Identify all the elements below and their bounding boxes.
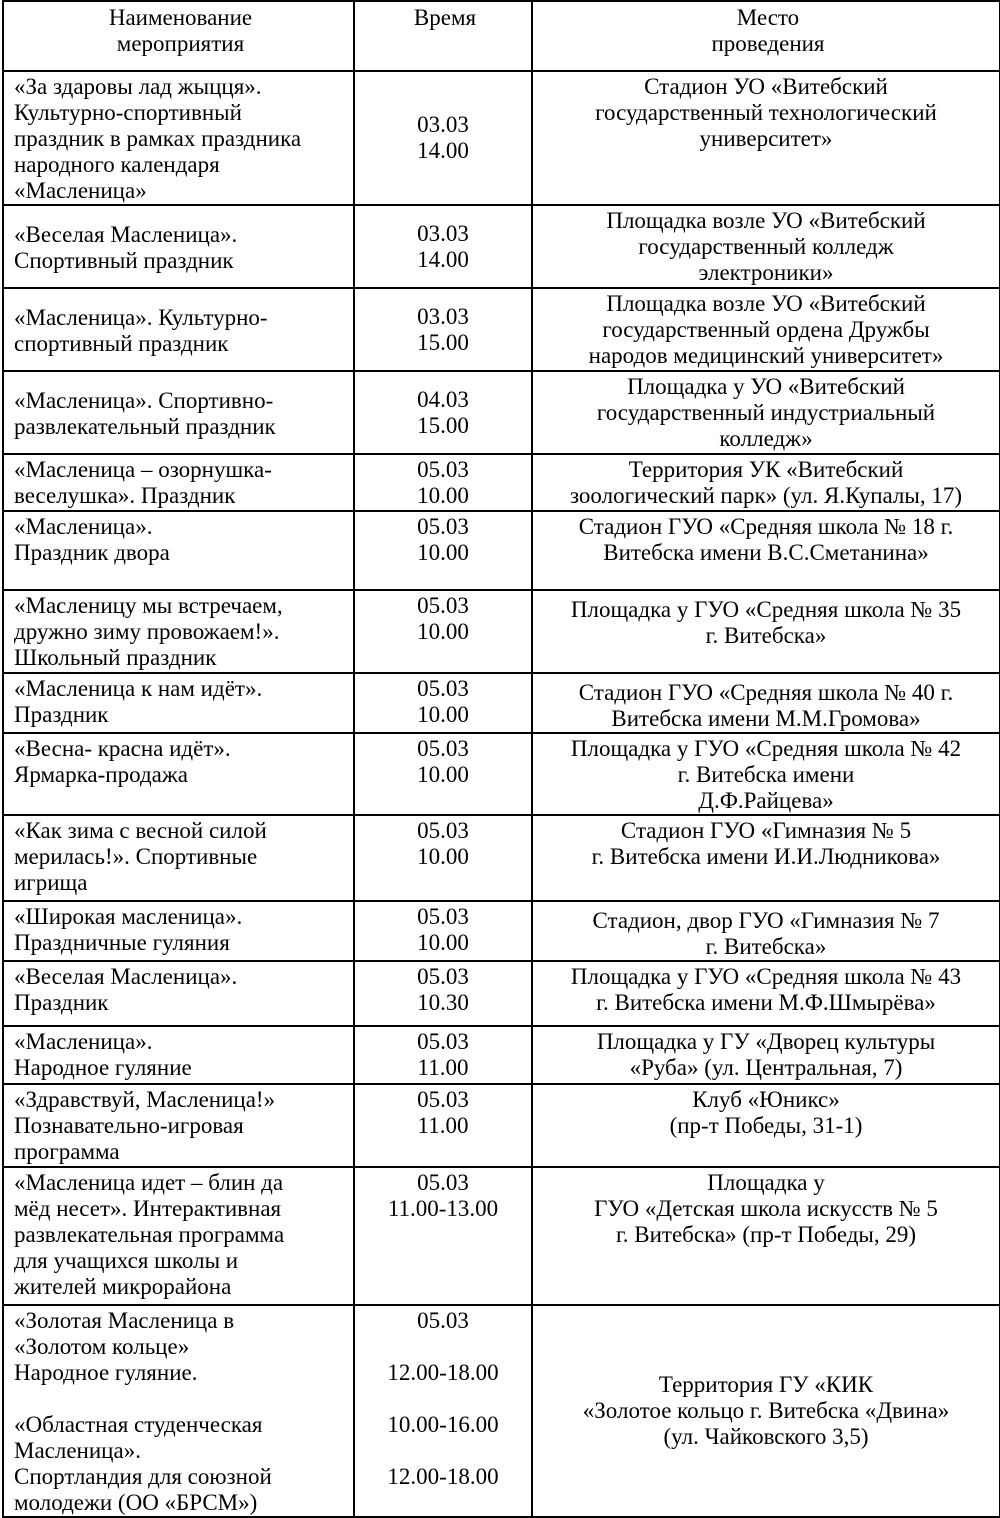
- cell-text-line: молодежи (ОО «БРСМ»): [14, 1490, 258, 1515]
- cell-text-line: 03.03: [417, 303, 469, 329]
- cell-text-line: 11.00: [417, 1055, 469, 1080]
- cell-text-line: «Весна- красна идёт».: [14, 736, 231, 761]
- cell-text-line: г. Витебска имени М.Ф.Шмырёва»: [596, 990, 936, 1015]
- cell-text-line: для учащихся школы и: [14, 1248, 239, 1273]
- cell-text-line: 05.03: [417, 514, 469, 539]
- cell-text-line: Праздник: [14, 702, 109, 727]
- cell-text-line: 05.03: [417, 964, 469, 989]
- cell-text-line: Клуб «Юникс»: [692, 1087, 840, 1112]
- table-row: [3, 511, 1000, 590]
- cell-text-line: 05.03: [417, 818, 469, 843]
- event-time: [354, 1305, 532, 1517]
- event-place: [532, 1305, 1000, 1517]
- cell-text-line: Площадка у ГУО «Средняя школа № 43: [570, 964, 962, 989]
- cell-text-line: Познавательно-игровая: [14, 1113, 244, 1138]
- cell-text-line: Стадион, двор ГУО «Гимназия № 7: [592, 908, 940, 933]
- cell-text-line: университет»: [699, 126, 833, 151]
- cell-text-line: Территория УК «Витебский: [628, 457, 904, 482]
- cell-text-line: г. Витебска»: [705, 934, 827, 959]
- event-name: [3, 901, 354, 961]
- cell-text-line: мёд несет». Интерактивная: [14, 1196, 282, 1221]
- table-row: [3, 673, 1000, 733]
- cell-text-line: Территория ГУ «КИК: [658, 1372, 874, 1397]
- cell-text-line: 15.00: [417, 329, 469, 355]
- cell-text-line: ГУО «Детская школа искусств № 5: [594, 1196, 938, 1221]
- cell-text-line: «За здаровы лад жыцця».: [14, 74, 262, 99]
- cell-text-line: Время: [413, 5, 477, 30]
- cell-text-line: народного календаря: [14, 152, 220, 177]
- events-table: [2, 0, 1000, 1518]
- cell-text-line: веселушка». Праздник: [14, 483, 236, 508]
- cell-text-line: 12.00-18.00: [387, 1464, 499, 1489]
- cell-text-line: праздник в рамках праздника: [14, 126, 302, 151]
- event-time: [354, 961, 532, 1026]
- event-name: [3, 1084, 354, 1167]
- cell-text-line: 05.03: [417, 676, 469, 701]
- cell-text-line: программа: [14, 1139, 120, 1164]
- cell-text-line: «Золотое кольцо г. Витебска «Двина»: [582, 1398, 950, 1423]
- cell-text-line: Витебска имени М.М.Громова»: [611, 706, 921, 731]
- event-place: [532, 673, 1000, 733]
- cell-text-line: «Руба» (ул. Центральная, 7): [629, 1055, 903, 1080]
- cell-text-line: (ул. Чайковского 3,5): [663, 1424, 869, 1449]
- event-place: [532, 733, 1000, 815]
- cell-text-line: спортивный праздник: [14, 330, 229, 356]
- cell-text-line: Площадка возле УО «Витебский: [606, 207, 926, 233]
- cell-text-line: [361, 1386, 525, 1412]
- table-row: [3, 205, 1000, 288]
- event-time: [354, 590, 532, 673]
- event-place: [532, 511, 1000, 590]
- cell-text-line: Масленица».: [14, 1438, 141, 1463]
- cell-text-line: «Масленица идет – блин да: [14, 1170, 284, 1195]
- cell-text-line: электроники»: [698, 259, 834, 285]
- event-name: [3, 1305, 354, 1517]
- cell-text-line: 05.03: [417, 1308, 469, 1333]
- event-name: [3, 673, 354, 733]
- cell-text-line: Площадка возле УО «Витебский: [606, 290, 926, 316]
- cell-text-line: 05.03: [417, 457, 469, 482]
- event-name: [3, 205, 354, 288]
- event-place: [532, 1084, 1000, 1167]
- cell-text-line: 14.00: [417, 138, 469, 163]
- cell-text-line: Стадион ГУО «Средняя школа № 40 г.: [578, 680, 954, 705]
- event-place: [532, 205, 1000, 288]
- cell-text-line: «Веселая Масленица».: [14, 964, 238, 989]
- cell-text-line: «Как зима с весной силой: [14, 818, 267, 843]
- event-time: [354, 511, 532, 590]
- cell-text-line: «Веселая Масленица».: [14, 221, 238, 247]
- cell-text-line: Наименование: [108, 5, 253, 30]
- event-place: [532, 371, 1000, 454]
- event-place: [532, 1026, 1000, 1084]
- cell-text-line: 05.03: [417, 1029, 469, 1054]
- table-row: [3, 371, 1000, 454]
- cell-text-line: [14, 1386, 347, 1412]
- event-time: [354, 1026, 532, 1084]
- table-row: [3, 901, 1000, 961]
- event-name: [3, 454, 354, 511]
- cell-text-line: 05.03: [417, 904, 469, 929]
- cell-text-line: 03.03: [417, 220, 469, 246]
- cell-text-line: 14.00: [417, 246, 469, 272]
- event-name: [3, 71, 354, 205]
- event-time: [354, 371, 532, 454]
- event-place: [532, 454, 1000, 511]
- cell-text-line: «Масленица к нам идёт».: [14, 676, 263, 701]
- cell-text-line: Стадион УО «Витебский: [644, 74, 888, 99]
- cell-text-line: 10.00: [417, 930, 469, 955]
- event-name: [3, 1167, 354, 1305]
- cell-text-line: Школьный праздник: [14, 645, 217, 670]
- cell-text-line: проведения: [711, 31, 825, 56]
- cell-text-line: «Золотая Масленица в: [14, 1308, 235, 1333]
- cell-text-line: «Здравствуй, Масленица!»: [14, 1087, 276, 1112]
- event-name: [3, 733, 354, 815]
- event-place: [532, 901, 1000, 961]
- cell-text-line: г. Витебска» (пр-т Победы, 29): [615, 1222, 917, 1247]
- table-row: [3, 454, 1000, 511]
- table-row: [3, 71, 1000, 205]
- cell-text-line: Праздничные гуляния: [14, 930, 230, 955]
- cell-text-line: государственный ордена Дружбы: [602, 316, 930, 342]
- cell-text-line: 04.03: [417, 386, 469, 412]
- header-row: [3, 1, 1000, 71]
- cell-text-line: 05.03: [417, 593, 469, 618]
- cell-text-line: 11.00: [417, 1113, 469, 1138]
- event-time: [354, 205, 532, 288]
- event-name: [3, 815, 354, 901]
- table-row: [3, 733, 1000, 815]
- cell-text-line: Стадион ГУО «Гимназия № 5: [620, 818, 912, 843]
- cell-text-line: Народное гуляние: [14, 1055, 192, 1080]
- cell-text-line: «Областная студенческая: [14, 1412, 263, 1437]
- cell-text-line: развлекательный праздник: [14, 413, 276, 439]
- cell-text-line: «Масленица». Спортивно-: [14, 387, 274, 413]
- table-row: [3, 815, 1000, 901]
- cell-text-line: Площадка у УО «Витебский: [627, 373, 905, 399]
- header-time: [354, 1, 532, 71]
- cell-text-line: колледж»: [719, 425, 813, 451]
- event-place: [532, 1167, 1000, 1305]
- cell-text-line: государственный колледж: [638, 233, 894, 259]
- cell-text-line: Площадка у: [707, 1170, 825, 1195]
- cell-text-line: Праздник двора: [14, 540, 170, 565]
- cell-text-line: 10.00: [417, 762, 469, 787]
- event-place: [532, 288, 1000, 371]
- cell-text-line: Д.Ф.Райцева»: [698, 788, 834, 813]
- cell-text-line: «Масленица»: [14, 178, 147, 203]
- cell-text-line: 05.03: [417, 736, 469, 761]
- cell-text-line: 10.00: [417, 844, 469, 869]
- cell-text-line: 10.00: [417, 619, 469, 644]
- table-row: [3, 288, 1000, 371]
- cell-text-line: жителей микрорайона: [14, 1274, 232, 1299]
- table-row: [3, 1167, 1000, 1305]
- cell-text-line: Спортивный праздник: [14, 247, 234, 273]
- event-time: [354, 71, 532, 205]
- cell-text-line: мероприятия: [116, 31, 245, 56]
- cell-text-line: Спортландия для союзной: [14, 1464, 272, 1489]
- cell-text-line: игрища: [14, 870, 88, 895]
- event-time: [354, 901, 532, 961]
- event-time: [354, 733, 532, 815]
- cell-text-line: мерилась!». Спортивные: [14, 844, 258, 869]
- table-row: [3, 1305, 1000, 1517]
- cell-text-line: «Масленица – озорнушка-: [14, 457, 272, 482]
- event-name: [3, 961, 354, 1026]
- cell-text-line: 05.03: [417, 1087, 469, 1112]
- cell-text-line: (пр-т Победы, 31-1): [669, 1113, 863, 1138]
- cell-text-line: 15.00: [417, 412, 469, 438]
- cell-text-line: народов медицинский университет»: [588, 342, 944, 368]
- table-row: [3, 1084, 1000, 1167]
- event-time: [354, 1084, 532, 1167]
- cell-text-line: 10.00-16.00: [387, 1412, 499, 1437]
- event-place: [532, 961, 1000, 1026]
- cell-text-line: Ярмарка-продажа: [14, 762, 188, 787]
- cell-text-line: 03.03: [417, 112, 469, 137]
- cell-text-line: г. Витебска имени И.И.Людникова»: [591, 844, 941, 869]
- cell-text-line: «Масленицу мы встречаем,: [14, 593, 283, 618]
- cell-text-line: г. Витебска имени: [677, 762, 855, 787]
- cell-text-line: «Масленица».: [14, 1029, 153, 1054]
- cell-text-line: «Масленица». Культурно-: [14, 304, 268, 330]
- cell-text-line: 10.00: [417, 483, 469, 508]
- cell-text-line: 12.00-18.00: [387, 1360, 499, 1385]
- table-row: [3, 961, 1000, 1026]
- cell-text-line: 05.03: [417, 1170, 469, 1195]
- cell-text-line: Место: [736, 5, 800, 30]
- cell-text-line: «Широкая масленица».: [14, 904, 243, 929]
- event-name: [3, 288, 354, 371]
- cell-text-line: «Золотом кольце»: [14, 1334, 190, 1359]
- event-name: [3, 511, 354, 590]
- table-row: [3, 590, 1000, 673]
- cell-text-line: дружно зиму провожаем!».: [14, 619, 280, 644]
- cell-text-line: Культурно-спортивный: [14, 100, 242, 125]
- cell-text-line: г. Витебска»: [705, 623, 827, 648]
- header-name: [3, 1, 354, 71]
- cell-text-line: 11.00-13.00: [387, 1196, 499, 1221]
- event-time: [354, 454, 532, 511]
- cell-text-line: Площадка у ГУ «Дворец культуры: [596, 1029, 936, 1054]
- cell-text-line: Стадион ГУО «Средняя школа № 18 г.: [578, 514, 954, 539]
- cell-text-line: [361, 1438, 525, 1464]
- event-time: [354, 1167, 532, 1305]
- event-place: [532, 71, 1000, 205]
- cell-text-line: Витебска имени В.С.Сметанина»: [603, 540, 929, 565]
- cell-text-line: государственный индустриальный: [596, 399, 936, 425]
- event-name: [3, 1026, 354, 1084]
- cell-text-line: 10.00: [417, 702, 469, 727]
- cell-text-line: зоологический парк» (ул. Я.Купалы, 17): [569, 483, 963, 508]
- event-name: [3, 590, 354, 673]
- event-time: [354, 288, 532, 371]
- event-time: [354, 673, 532, 733]
- cell-text-line: Праздник: [14, 990, 109, 1015]
- cell-text-line: развлекательная программа: [14, 1222, 285, 1247]
- cell-text-line: государственный технологический: [595, 100, 937, 125]
- cell-text-line: Народное гуляние.: [14, 1360, 198, 1385]
- header-place: [532, 1, 1000, 71]
- cell-text-line: 10.00: [417, 540, 469, 565]
- cell-text-line: Площадка у ГУО «Средняя школа № 42: [570, 736, 962, 761]
- event-place: [532, 815, 1000, 901]
- cell-text-line: Площадка у ГУО «Средняя школа № 35: [570, 597, 962, 622]
- cell-text-line: 10.30: [417, 990, 469, 1015]
- event-time: [354, 815, 532, 901]
- cell-text-line: «Масленица».: [14, 514, 153, 539]
- table-row: [3, 1026, 1000, 1084]
- cell-text-line: [361, 1334, 525, 1360]
- event-place: [532, 590, 1000, 673]
- event-name: [3, 371, 354, 454]
